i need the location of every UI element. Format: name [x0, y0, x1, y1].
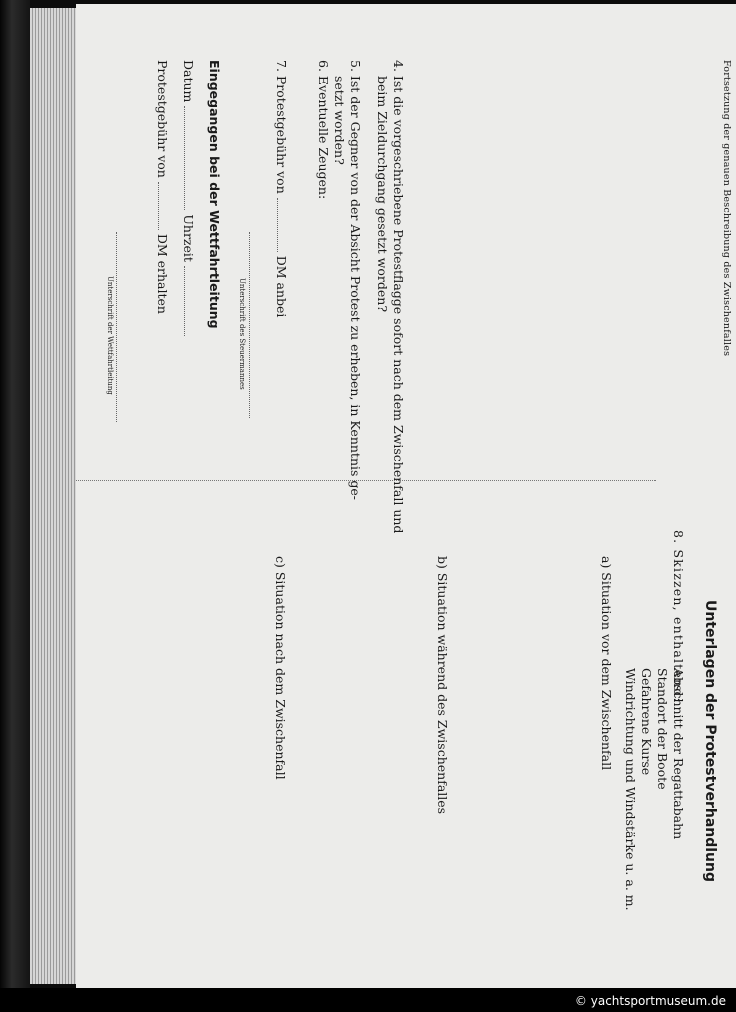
question-4-line2: beim Zieldurchgang gesetzt worden?	[375, 76, 390, 313]
datum-label: Datum	[181, 60, 196, 103]
page-edges	[30, 8, 76, 984]
item-8-entry-4: Windrichtung und Windstärke u. a. m.	[623, 668, 638, 911]
datum-row	[181, 60, 196, 336]
signature-line-steuermann	[249, 232, 250, 418]
question-7	[274, 60, 289, 317]
signature-line-wettfahrt	[116, 232, 117, 422]
uhrzeit-dotted-line	[184, 266, 185, 336]
item-8-entry-3: Gefahrene Kurse	[639, 668, 654, 776]
page-header: Fortsetzung der genauen Beschreibung des Zwischenfalles	[721, 60, 732, 357]
question-6: 6. Eventuelle Zeugen:	[316, 60, 331, 200]
question-7-suffix: DM anbei	[274, 255, 289, 318]
item-8-entry-2: Standort der Boote	[655, 668, 670, 790]
amount-dotted-line	[277, 198, 278, 252]
situation-a: a) Situation vor dem Zwischenfall	[599, 556, 614, 771]
signature-label-wettfahrt: Unterschrift der Wettfahrtleitung	[106, 276, 114, 395]
rotated-form	[76, 0, 736, 1012]
uhrzeit-label: Uhrzeit	[181, 214, 196, 262]
situation-c: c) Situation nach dem Zwischenfall	[273, 556, 288, 780]
watermark: © yachtsportmuseum.de	[574, 994, 726, 1008]
gebuehr-prefix: Protestgebühr von	[155, 60, 170, 178]
question-7-prefix: 7. Protestgebühr von	[274, 60, 289, 194]
book-spine	[0, 0, 30, 988]
gebuehr-dotted-line	[158, 182, 159, 230]
question-5-line2: setzt worden?	[332, 76, 347, 165]
gebuehr-row	[155, 60, 170, 314]
question-5-line1: 5. Ist der Gegner von der Absicht Protest zu erheben, in Kenntnis ge-	[348, 60, 363, 501]
unterlagen-title: Unterlagen der Protestverhandlung	[702, 600, 718, 883]
item-8-label: 8. Skizzen, enthaltend:	[671, 530, 686, 703]
signature-label-steuermann: Unterschrift des Steuermannes	[238, 278, 246, 390]
gebuehr-suffix: DM erhalten	[155, 233, 170, 314]
datum-dotted-line	[184, 106, 185, 210]
fold-divider	[76, 480, 656, 481]
situation-b: b) Situation während des Zwischenfalles	[435, 556, 450, 815]
question-4-line1: 4. Ist die vorgeschriebene Protestflagge sofort nach dem Zwischenfall und	[391, 60, 406, 534]
eingegangen-title: Eingegangen bei der Wettfahrtleitung	[207, 60, 222, 329]
item-8-entry-1: Abschnitt der Regattabahn	[671, 668, 686, 840]
